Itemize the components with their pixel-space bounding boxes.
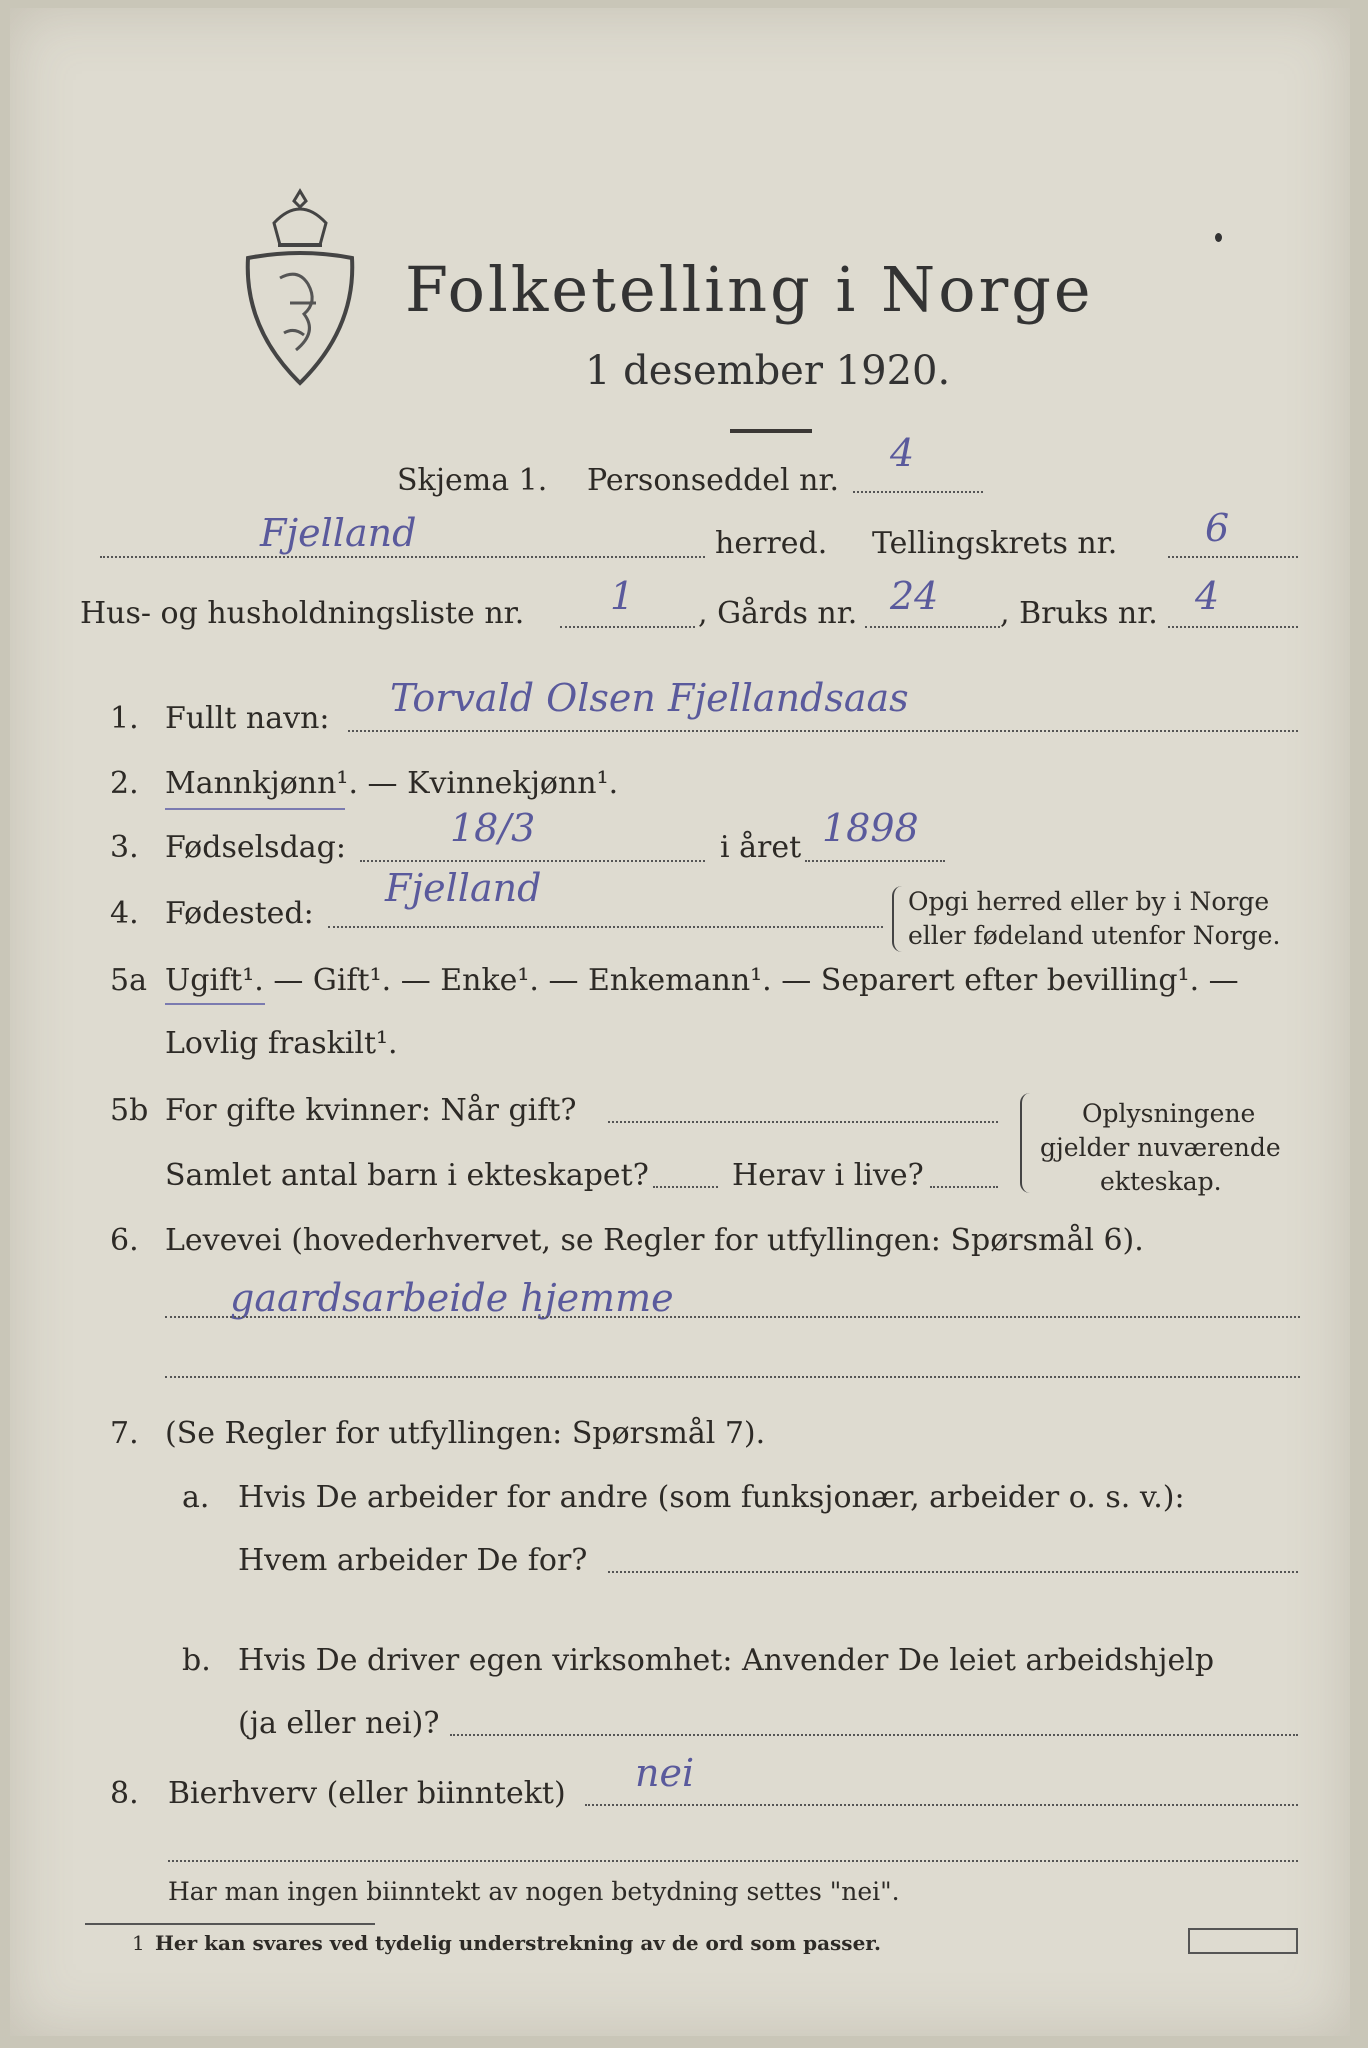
coat-of-arms-icon <box>240 183 360 388</box>
q3-dotted-line <box>360 860 705 862</box>
mannkjonn-underline <box>165 808 345 810</box>
q5b-note-line1: Oplysningene <box>1082 1099 1256 1128</box>
q6-label: Levevei (hovederhvervet, se Regler for utfyllingen: Spørsmål 6). <box>165 1223 1144 1258</box>
husliste-label: Hus- og husholdningsliste nr. <box>80 596 525 631</box>
personseddel-label: Personseddel nr. <box>587 463 840 498</box>
q2-label: Mannkjønn¹. — Kvinnekjønn¹. <box>165 766 619 801</box>
q7b-letter: b. <box>182 1643 211 1678</box>
q7a-dotted-line[interactable] <box>608 1571 1298 1573</box>
q6-dotted-line-2 <box>165 1376 1300 1378</box>
q1-dotted-line <box>348 730 1298 732</box>
q5b-note-line2: gjelder nuværende <box>1040 1133 1281 1162</box>
q4-note-line1: Opgi herred eller by i Norge <box>908 887 1270 916</box>
tellingskrets-value[interactable]: 6 <box>1205 506 1230 550</box>
title-divider <box>730 429 812 433</box>
personseddel-dotted-line <box>853 491 983 493</box>
q5b-number: 5b <box>110 1093 149 1128</box>
q3-year-dotted-line <box>805 860 945 862</box>
q4-dotted-line <box>328 926 883 928</box>
herred-value[interactable]: Fjelland <box>260 511 417 555</box>
q5b-alive-dotted-line <box>930 1186 998 1188</box>
herred-dotted-line <box>100 556 705 558</box>
tellingskrets-label: Tellingskrets nr. <box>872 526 1118 561</box>
q5b-children-dotted-line <box>653 1186 718 1188</box>
gards-value[interactable]: 24 <box>890 574 939 618</box>
personseddel-value[interactable]: 4 <box>890 431 915 475</box>
herred-label: herred. <box>715 526 828 561</box>
tellingskrets-dotted-line <box>1168 556 1298 558</box>
q1-number: 1. <box>110 701 139 736</box>
footnote-rule <box>85 1923 375 1925</box>
footnote-mark: 1 <box>132 1931 145 1955</box>
q7-label: (Se Regler for utfyllingen: Spørsmål 7). <box>165 1416 766 1451</box>
q4-brace <box>892 886 902 952</box>
footnote-text: Her kan svares ved tydelig understrekning av de ord som passer. <box>155 1931 881 1955</box>
q7b-dotted-line[interactable] <box>450 1734 1298 1736</box>
printer-stamp <box>1188 1928 1298 1954</box>
ink-dot <box>1215 233 1222 242</box>
q7-number: 7. <box>110 1416 139 1451</box>
q6-dotted-line <box>165 1316 1300 1318</box>
q5b-note-line3: ekteskap. <box>1100 1167 1222 1196</box>
bruks-label: , Bruks nr. <box>1000 596 1158 631</box>
birthplace-value[interactable]: Fjelland <box>385 866 542 910</box>
q4-number: 4. <box>110 896 139 931</box>
q3-number: 3. <box>110 830 139 865</box>
q5b-brace <box>1020 1093 1030 1193</box>
q7a-letter: a. <box>182 1480 210 1515</box>
gards-dotted-line <box>865 626 1000 628</box>
q5b-label-line2: Samlet antal barn i ekteskapet? <box>165 1158 649 1193</box>
q7a-label-line2: Hvem arbeider De for? <box>238 1543 588 1578</box>
q7a-label: Hvis De arbeider for andre (som funksjonær, arbeider o. s. v.): <box>238 1480 1185 1515</box>
gards-label: , Gårds nr. <box>698 596 858 631</box>
q5a-label: Ugift¹. — Gift¹. — Enke¹. — Enkemann¹. — Separert efter bevilling¹. — <box>165 963 1239 998</box>
schema-label: Skjema 1. <box>397 463 548 498</box>
occupation-value[interactable]: gaardsarbeide hjemme <box>230 1276 674 1320</box>
q5b-label-line3: Herav i live? <box>732 1158 924 1193</box>
q5b-label: For gifte kvinner: Når gift? <box>165 1093 577 1128</box>
q5b-dotted-line <box>608 1121 998 1123</box>
q8-dotted-line-2 <box>168 1860 1298 1862</box>
ugift-underline <box>165 1003 265 1005</box>
q6-number: 6. <box>110 1223 139 1258</box>
husliste-value[interactable]: 1 <box>610 574 635 618</box>
q7b-label: Hvis De driver egen virksomhet: Anvender De leiet arbeidshjelp <box>238 1643 1215 1678</box>
q3-year-label: i året <box>720 830 802 865</box>
q5a-number: 5a <box>110 963 147 998</box>
census-date: 1 desember 1920. <box>585 348 951 394</box>
q1-label: Fullt navn: <box>165 701 330 736</box>
full-name-value[interactable]: Torvald Olsen Fjellandsaas <box>390 676 909 720</box>
q2-number: 2. <box>110 766 139 801</box>
q8-label: Bierhverv (eller biinntekt) <box>168 1776 566 1811</box>
form-title: Folketelling i Norge <box>405 253 1094 326</box>
census-form <box>10 8 1350 2036</box>
birth-date-value[interactable]: 18/3 <box>450 806 536 850</box>
q5a-label-line2: Lovlig fraskilt¹. <box>165 1026 398 1061</box>
q7b-label-line2: (ja eller nei)? <box>238 1706 440 1741</box>
bruks-value[interactable]: 4 <box>1195 574 1220 618</box>
bottom-note: Har man ingen biinntekt av nogen betydning settes "nei". <box>168 1877 900 1906</box>
q8-dotted-line <box>585 1804 1298 1806</box>
q4-label: Fødested: <box>165 896 314 931</box>
husliste-dotted-line <box>560 626 695 628</box>
side-income-value[interactable]: nei <box>635 1751 695 1795</box>
q3-label: Fødselsdag: <box>165 830 346 865</box>
birth-year-value[interactable]: 1898 <box>822 806 919 850</box>
q8-number: 8. <box>110 1776 139 1811</box>
q4-note-line2: eller fødeland utenfor Norge. <box>908 921 1281 950</box>
bruks-dotted-line <box>1168 626 1298 628</box>
